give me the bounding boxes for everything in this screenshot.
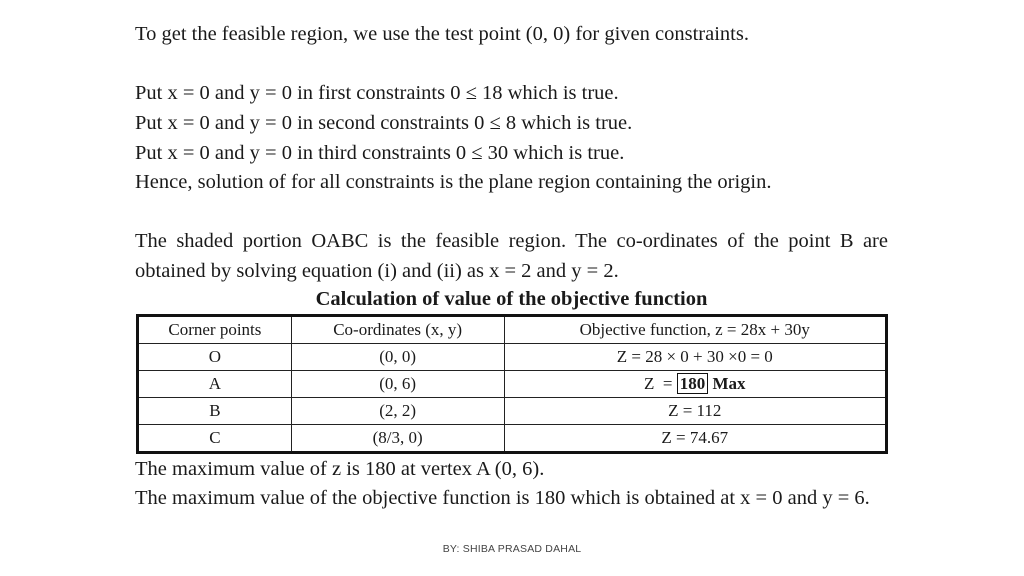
author-footer: BY: SHIBA PRASAD DAHAL bbox=[442, 543, 582, 555]
table-row bbox=[138, 371, 887, 398]
value-prefix: Z = bbox=[643, 374, 677, 393]
solution-paragraph: Hence, solution of for all constraints is the plane region containing the origin. bbox=[135, 171, 772, 193]
header-corner-points: Corner points bbox=[138, 316, 292, 344]
table-title: Calculation of value of the objective function bbox=[315, 288, 708, 310]
table-row bbox=[138, 344, 887, 371]
coordinates-cell: (0, 6) bbox=[291, 371, 504, 398]
table-header-row bbox=[138, 316, 887, 344]
coordinates-cell: (2, 2) bbox=[291, 398, 504, 425]
corner-point-cell: A bbox=[138, 371, 292, 398]
intro-paragraph: To get the feasible region, we use the test point (0, 0) for given constraints. bbox=[135, 23, 749, 45]
third-constraint-line: Put x = 0 and y = 0 in third constraints 0 ≤ 30 which is true. bbox=[135, 142, 625, 164]
table-row bbox=[138, 425, 887, 453]
objective-function-table bbox=[136, 314, 888, 454]
max-value-box: 180 bbox=[677, 373, 709, 394]
second-constraint-line: Put x = 0 and y = 0 in second constraints 0 ≤ 8 which is true. bbox=[135, 112, 633, 134]
corner-point-cell: B bbox=[138, 398, 292, 425]
first-constraint-line: Put x = 0 and y = 0 in first constraints 0 ≤ 18 which is true. bbox=[135, 82, 619, 104]
objective-value-cell: Z = 74.67 bbox=[504, 425, 886, 453]
corner-point-cell: C bbox=[138, 425, 292, 453]
objective-value-cell: Z = 112 bbox=[504, 398, 886, 425]
header-objective-function: Objective function, z = 28x + 30y bbox=[504, 316, 886, 344]
max-label: Max bbox=[708, 374, 746, 393]
max-vertex-line: The maximum value of z is 180 at vertex A (0, 6). bbox=[135, 458, 545, 480]
objective-value-cell: Z = 28 × 0 + 30 ×0 = 0 bbox=[504, 344, 886, 371]
objective-value-cell bbox=[504, 371, 886, 398]
conclusion-paragraph: The maximum value of the objective function is 180 which is obtained at x = 0 and y = 6. bbox=[135, 487, 870, 509]
coordinates-cell: (0, 0) bbox=[291, 344, 504, 371]
table-row bbox=[138, 398, 887, 425]
header-coordinates: Co-ordinates (x, y) bbox=[291, 316, 504, 344]
feasible-region-paragraph: The shaded portion OABC is the feasible region. The co-ordinates of the point B are obtained by solving equation (i) and (ii) as x = 2 and y = 2. bbox=[135, 230, 888, 282]
coordinates-cell: (8/3, 0) bbox=[291, 425, 504, 453]
corner-point-cell: O bbox=[138, 344, 292, 371]
